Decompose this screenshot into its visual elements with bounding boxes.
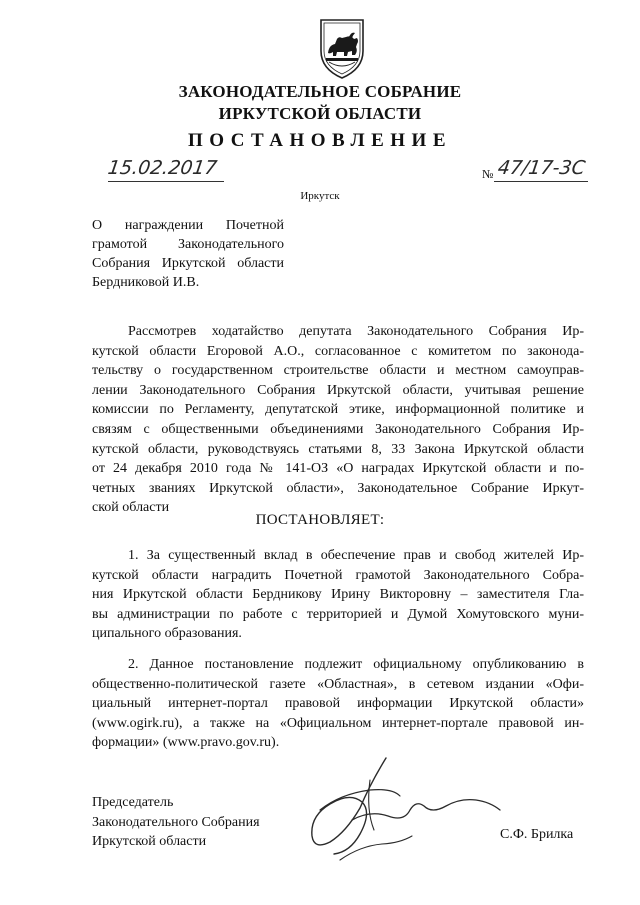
text-line: общественно-политической газете «Областная», в сетевом издании «Офи- — [92, 676, 584, 692]
document-subject — [92, 216, 284, 292]
org-name-line2: ИРКУТСКОЙ ОБЛАСТИ — [218, 104, 422, 123]
coat-of-arms-icon — [317, 17, 367, 81]
date-underline — [108, 181, 224, 182]
item-2-paragraph — [92, 655, 584, 753]
decree-word: ПОСТАНОВЛЯЕТ: — [255, 512, 385, 528]
signatory-title-line: Иркутской области — [92, 834, 207, 850]
org-name-line1: ЗАКОНОДАТЕЛЬНОЕ СОБРАНИЕ — [178, 82, 462, 101]
handwritten-signature-icon — [300, 750, 510, 875]
text-line: четных званиях Иркутской области», Законодательное Собрание Иркут- — [92, 480, 584, 496]
text-line: комиссии по Регламенту, депутатской этике, информационной политике и — [92, 402, 584, 418]
number-label: № — [482, 167, 494, 181]
text-line: 2. Данное постановление подлежит официальному опубликованию в — [128, 657, 584, 672]
text-line: Рассмотрев ходатайство депутата Законодательного Собрания Ир- — [128, 324, 584, 339]
text-line: ния Иркутской области Бердникову Ирину Викторовну – заместителя Гла- — [92, 587, 584, 603]
subject-line: О награждении Почетной — [92, 218, 284, 233]
text-line: лении Законодательного Собрания Иркутской области, учитывая решение — [92, 382, 584, 398]
text-line: ципального образования. — [92, 626, 242, 642]
number-underline — [494, 181, 588, 182]
signatory-title — [92, 793, 260, 852]
text-line: связям с общественными объединениями Законодательного Собрания Ир- — [92, 421, 584, 437]
document-type: ПОСТАНОВЛЕНИЕ — [187, 130, 453, 151]
signatory-title-line: Председатель — [92, 795, 174, 810]
text-line: формации» (www.pravo.gov.ru). — [92, 735, 280, 751]
text-line: кутской области, руководствуясь статьями 8, 33 Закона Иркутской области — [92, 441, 584, 457]
text-line: циальный интернет-портал правовой информации Иркутской области» — [92, 696, 584, 712]
signatory-name: С.Ф. Брилка — [500, 827, 574, 842]
text-line: кутской области наградить Почетной грамотой Законодательного Собра- — [92, 567, 584, 583]
text-line: вы администрации по работе с территорией и Думой Хомутовского муни- — [92, 606, 584, 622]
text-line: (www.ogirk.ru), а также на «Официальном интернет-портале правовой ин- — [92, 715, 584, 731]
text-line: 1. За существенный вклад в обеспечение прав и свобод жителей Ир- — [128, 548, 584, 563]
item-1-paragraph — [92, 546, 584, 644]
preamble-paragraph — [92, 322, 584, 518]
subject-line: Бердниковой И.В. — [92, 275, 200, 290]
document-date: 15.02.2017 — [106, 157, 219, 179]
text-line: ской области — [92, 500, 170, 516]
subject-line: Собрания Иркутской области — [92, 256, 284, 271]
text-line: от 24 декабря 2010 года № 141-ОЗ «О наградах Иркутской области и по- — [92, 461, 584, 477]
signatory-title-line: Законодательного Собрания — [92, 814, 260, 830]
subject-line: грамотой Законодательного — [92, 237, 284, 252]
document-number: 47/17-3С — [496, 157, 587, 179]
text-line: кутской области Егоровой А.О., согласованное с комитетом по законода- — [92, 343, 584, 359]
city: Иркутск — [300, 190, 340, 202]
text-line: тельству о государственном строительстве области и местном самоуправ- — [92, 363, 584, 379]
